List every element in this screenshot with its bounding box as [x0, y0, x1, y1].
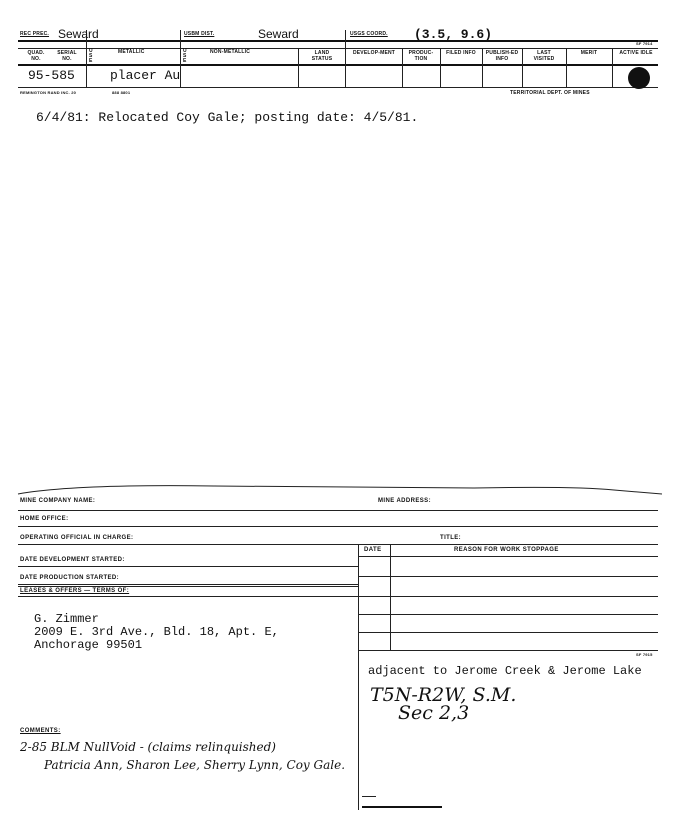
operating-official-label: OPERATING OFFICIAL IN CHARGE:	[20, 535, 134, 541]
home-office-label: HOME OFFICE:	[20, 516, 69, 522]
rec-prec-value: Seward	[58, 27, 99, 41]
usbm-dist-value: Seward	[258, 27, 299, 41]
rec-prec-label: REC PREC.	[20, 31, 50, 37]
reason-column-header: REASON FOR WORK STOPPAGE	[454, 547, 559, 553]
location-note: adjacent to Jerome Creek & Jerome Lake	[368, 664, 642, 678]
metallic-label: METALLIC	[118, 49, 145, 55]
record-number: 95-585	[28, 68, 75, 83]
commodity-value: placer Au	[110, 68, 181, 83]
relocation-note: 6/4/81: Relocated Coy Gale; posting date: 4/5/81.	[36, 110, 419, 125]
handwritten-township: T5N-R2W, S.M.	[370, 684, 517, 706]
owner-name: G. Zimmer	[34, 612, 99, 626]
development-label: DEVELOP-MENT	[352, 50, 396, 56]
form-number-top: SF 7914	[636, 41, 653, 46]
serial-no-label: SERIAL NO.	[57, 50, 77, 62]
usgs-coord-label: USGS COORD.	[350, 31, 388, 37]
active-indicator-dot	[624, 64, 654, 90]
production-label: PRODUC-TION	[408, 50, 434, 62]
date-development-label: DATE DEVELOPMENT STARTED:	[20, 557, 125, 563]
active-idle-label: ACTIVE IDLE	[619, 50, 653, 56]
filed-info-label: FILED INFO	[446, 50, 476, 56]
mine-address-label: MINE ADDRESS:	[378, 498, 431, 504]
comment-line-1: 2-85 BLM NullVoid - (claims relinquished)	[20, 740, 276, 754]
usbm-dist-label: USBM DIST.	[184, 31, 215, 37]
comment-line-2: Patricia Ann, Sharon Lee, Sherry Lynn, Coy Gale.	[44, 758, 346, 772]
printer-label: REMINGTON RAND INC. 20	[20, 90, 77, 95]
date-column-header: DATE	[364, 547, 382, 553]
land-status-label: LAND STATUS	[311, 50, 333, 62]
print-codes: 888 8801	[112, 90, 131, 95]
owner-address: 2009 E. 3rd Ave., Bld. 18, Apt. E,	[34, 625, 279, 639]
handwritten-section: Sec 2,3	[398, 702, 470, 724]
date-production-label: DATE PRODUCTION STARTED:	[20, 575, 120, 581]
use-nonmetallic-label: U S E	[183, 48, 187, 64]
owner-city: Anchorage 99501	[34, 638, 143, 652]
leases-label: LEASES & OFFERS — TERMS OF:	[20, 588, 130, 594]
card-top-edge	[14, 478, 664, 500]
department-label: TERRITORIAL DEPT. OF MINES	[510, 90, 590, 96]
published-info-label: PUBLISH-ED INFO	[485, 50, 519, 62]
quad-no-label: QUAD. NO.	[27, 50, 45, 62]
title-label: TITLE:	[440, 535, 462, 541]
mine-company-name-label: MINE COMPANY NAME:	[20, 498, 96, 504]
form-number-bottom: SF 7915	[636, 652, 653, 657]
usgs-coord-value: (3.5, 9.6)	[414, 27, 493, 42]
merit-label: MERIT	[580, 50, 598, 56]
use-metallic-label: U S E	[89, 48, 93, 64]
nonmetallic-label: NON-METALLIC	[210, 49, 251, 55]
last-visited-label: LAST VISITED	[533, 50, 555, 62]
comments-label: COMMENTS:	[20, 728, 61, 734]
